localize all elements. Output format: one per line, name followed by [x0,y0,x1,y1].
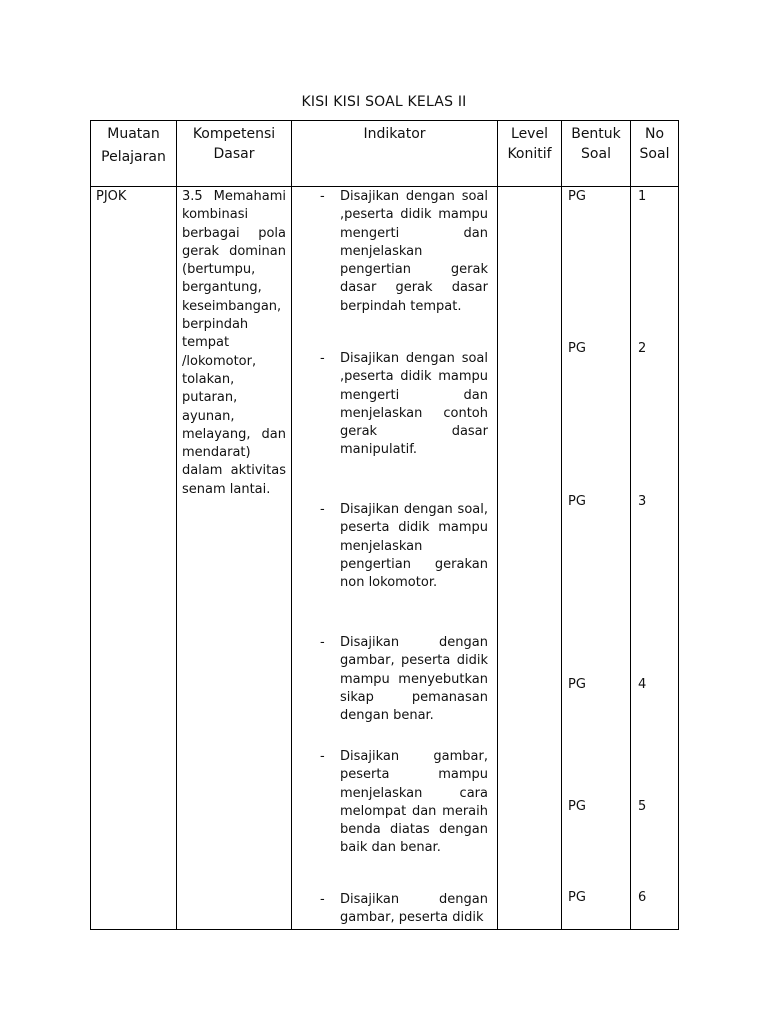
item-2-bentuk: PG [568,341,586,356]
item-5-indikator: Disajikan gambar, peserta mampu menjelaskan cara melompat dan meraih benda diatas dengan baik dan benar. [340,749,488,856]
item-4-bullet: - [320,635,325,650]
header-level-kognitif [498,124,561,164]
cell-muatan: PJOK [96,189,127,204]
header-kompetensi-dasar [177,124,291,164]
header-kompetensi-line2: Dasar [213,146,255,162]
cell-kompetensi-dasar: 3.5 Memahami kombinasi berbagai pola gerak dominan (bertumpu, bergantung, keseimbangan, berpindah tempat /lokomotor, tolakan, putaran, ayunan, melayang, dan mendarat) dalam aktivitas senam lantai. [182,189,286,497]
header-indikator: Indikator [363,126,426,142]
document-title: KISI KISI SOAL KELAS II [301,94,467,110]
col-divider-1 [176,120,177,930]
item-3-bullet: - [320,502,325,517]
col-divider-6 [678,120,679,930]
table-border-bottom [90,929,679,930]
item-3-no: 3 [638,494,647,509]
col-divider-5 [630,120,631,930]
item-5-bullet: - [320,749,325,764]
header-bentuk-line1: Bentuk [571,126,621,142]
item-6-bentuk: PG [568,890,586,905]
item-1-indikator: Disajikan dengan soal ,peserta didik mampu mengerti dan menjelaskan pengertian gerak dasar gerak dasar berpindah tempat. [340,189,488,314]
header-no-line2: Soal [639,146,670,162]
header-muatan-line1: Muatan [107,126,160,142]
header-level-line2: Konitif [507,146,552,162]
item-4-no: 4 [638,677,647,692]
header-level-line1: Level [511,126,548,142]
col-divider-2 [291,120,292,930]
header-muatan-pelajaran [91,124,176,167]
item-6-no: 6 [638,890,647,905]
item-2-indikator: Disajikan dengan soal ,peserta didik mampu mengerti dan menjelaskan contoh gerak dasar manipulatif. [340,351,488,458]
item-2-no: 2 [638,341,647,356]
item-3-indikator: Disajikan dengan soal, peserta didik mampu menjelaskan pengertian gerakan non lokomotor. [340,502,488,591]
item-6-indikator: Disajikan dengan gambar, peserta didik [340,892,488,926]
header-bentuk-line2: Soal [581,146,611,162]
item-1-bullet: - [320,189,325,204]
header-bentuk-soal [562,124,630,164]
kisi-kisi-table [90,120,679,930]
item-5-bentuk: PG [568,799,586,814]
col-divider-0 [90,120,91,930]
item-3-bentuk: PG [568,494,586,509]
header-divider [90,186,679,187]
header-muatan-line2: Pelajaran [101,149,166,165]
item-2-bullet: - [320,351,325,366]
header-kompetensi-line1: Kompetensi [192,126,276,142]
col-divider-3 [497,120,498,930]
item-5-no: 5 [638,799,647,814]
item-1-no: 1 [638,189,647,204]
col-divider-4 [561,120,562,930]
item-4-bentuk: PG [568,677,586,692]
item-4-indikator: Disajikan dengan gambar, peserta didik mampu menyebutkan sikap pemanasan dengan benar. [340,635,488,724]
header-no-line1: No [644,126,665,142]
item-1-bentuk: PG [568,189,586,204]
header-no-soal [631,124,678,164]
item-6-bullet: - [320,892,325,907]
table-border-top [90,120,679,121]
